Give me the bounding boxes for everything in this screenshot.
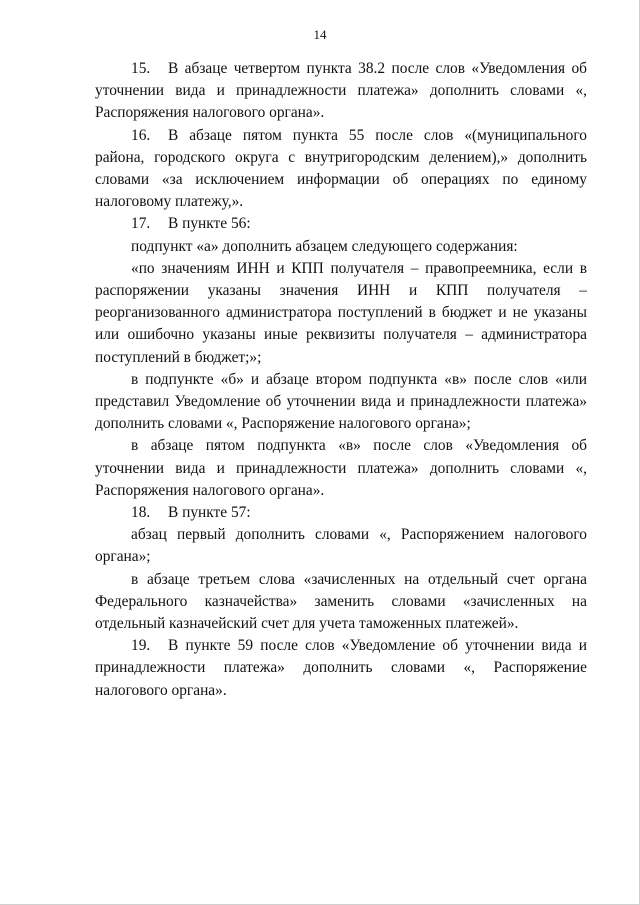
paragraph-16 — [95, 125, 587, 214]
paragraph-number: 18. — [131, 504, 151, 522]
paragraph-text: в абзаце пятом подпункта «в» после слов «Уведомления об уточнении вида и принадлежности платежа» дополнить словами «, Распоряжения налогового органа». — [95, 437, 587, 499]
paragraph-15 — [95, 58, 587, 125]
paragraph-text: В пункте 57: — [168, 504, 251, 522]
paragraph-text: В абзаце пятом пункта 55 после слов «(муниципального района, городского округа с внутригородским делением),» дополнить словами «за исключением информации об операциях по единому налоговому платежу,». — [95, 126, 587, 211]
paragraph-17-a — [95, 236, 587, 258]
paragraph-number: 15. — [131, 60, 151, 77]
paragraph-19 — [95, 635, 587, 702]
paragraph-text: В пункте 59 после слов «Уведомление об уточнении вида и принадлежности платежа» дополнить словами «, Распоряжение налогового органа». — [95, 637, 587, 699]
paragraph-18 — [95, 502, 587, 524]
paragraph-text: подпункт «а» дополнить абзацем следующего содержания: — [131, 237, 518, 255]
paragraph-text: В абзаце четвертом пункта 38.2 после слов «Уведомления об уточнении вида и принадлежности платежа» дополнить словами «, Распоряжения налогового органа». — [95, 60, 587, 122]
paragraph-18-third — [95, 569, 587, 636]
paragraph-17-v — [95, 435, 587, 502]
paragraph-text: в подпункте «б» и абзаце втором подпункта «в» после слов «или представил Уведомление об уточнении вида и принадлежности платежа» дополнить словами «, Распоряжение налогового органа»; — [95, 370, 587, 433]
document-body — [95, 58, 587, 702]
paragraph-number: 16. — [131, 126, 151, 144]
paragraph-number: 19. — [131, 637, 151, 655]
paragraph-17-quote — [95, 258, 587, 369]
paragraph-17 — [95, 213, 587, 235]
paragraph-17-b — [95, 369, 587, 436]
paragraph-text: В пункте 56: — [168, 215, 251, 233]
page-number: 14 — [313, 27, 327, 42]
paragraph-text: абзац первый дополнить словами «, Распоряжением налогового органа»; — [95, 526, 587, 566]
paragraph-18-first — [95, 524, 587, 568]
paragraph-text: в абзаце третьем слова «зачисленных на отдельный счет органа Федерального казначейства» заменить словами «зачисленных на отдельный казначейский счет для учета таможенных платежей». — [95, 570, 587, 633]
paragraph-number: 17. — [131, 215, 151, 233]
paragraph-text: «по значениям ИНН и КПП получателя – правопреемника, если в распоряжении указаны значения ИНН и КПП получателя – реорганизованного администратора поступлений в бюджет и не указаны или ошибочно указаны иные реквизиты получателя – администратора поступлений в бюджет;»; — [95, 259, 587, 366]
